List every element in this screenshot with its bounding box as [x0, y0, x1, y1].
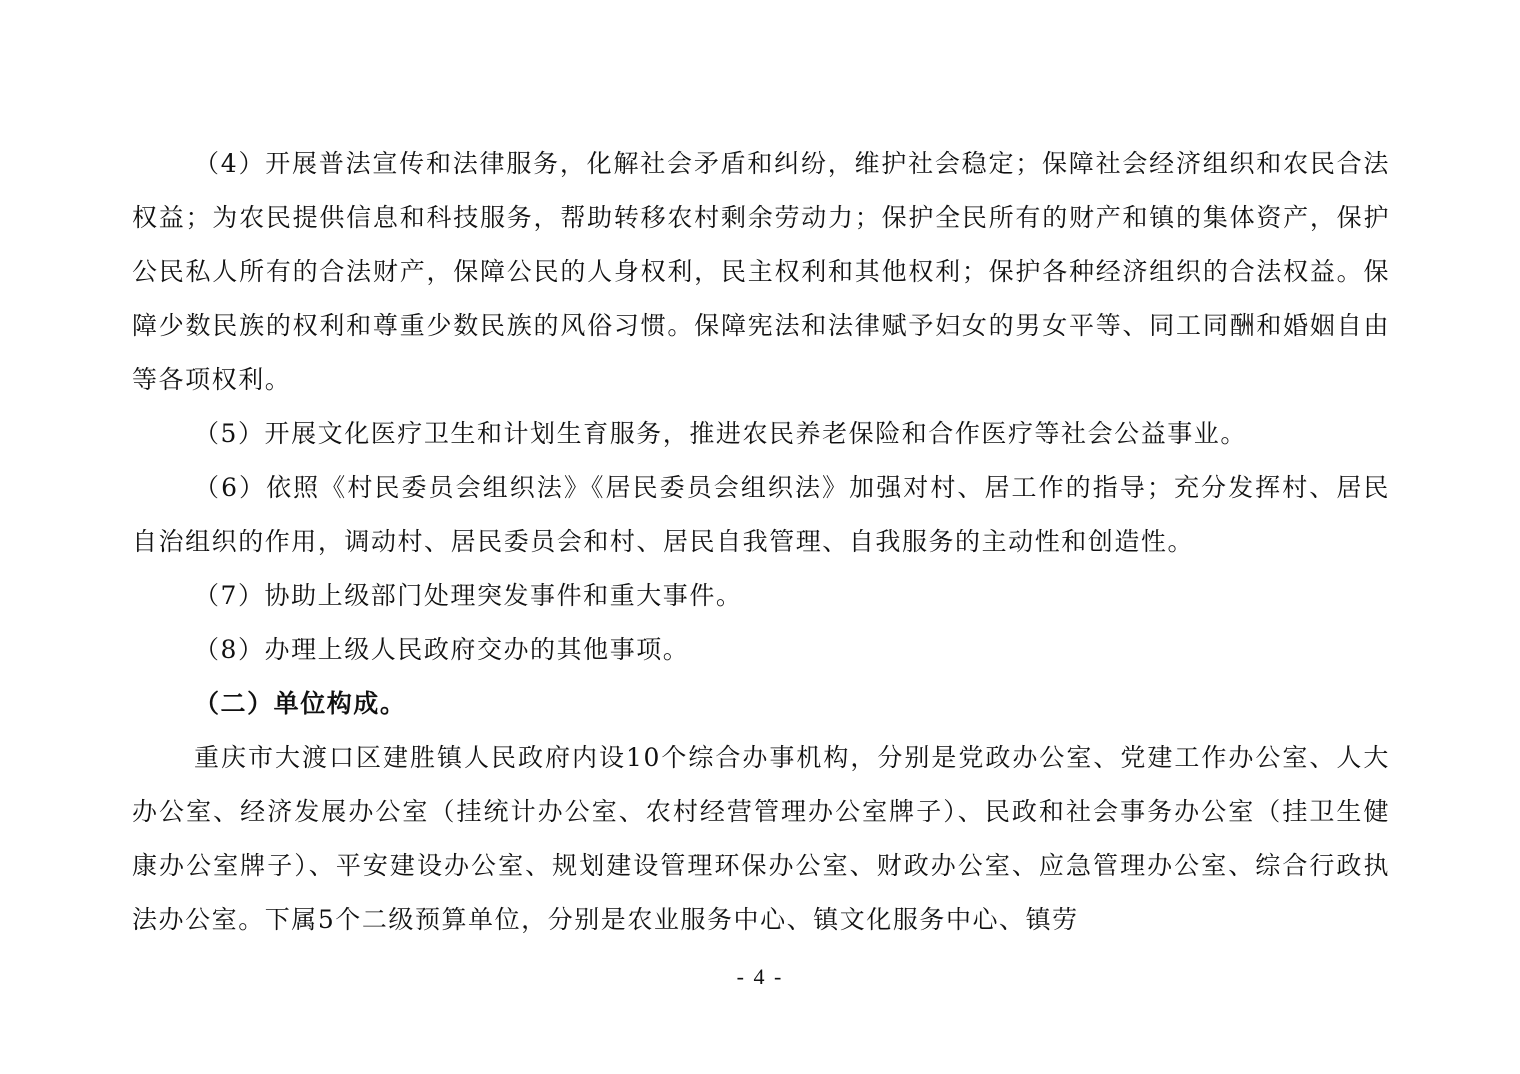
paragraph-item-7: （7）协助上级部门处理突发事件和重大事件。	[194, 581, 743, 610]
paragraph-item-4: （4）开展普法宣传和法律服务，化解社会矛盾和纠纷，维护社会稳定；保障社会经济组织和农民合法权益；为农民提供信息和科技服务，帮助转移农村剩余劳动力；保护全民所有的财产和镇的集体资产，保护公民私人所有的合法财产，保障公民的人身权利，民主权利和其他权利；保护各种经济组织的合法权益。保障少数民族的权利和尊重少数民族的风俗习惯。保障宪法和法律赋予妇女的男女平等、同工同酬和婚姻自由等各项权利。	[132, 149, 1390, 394]
paragraph-unit-composition: 重庆市大渡口区建胜镇人民政府内设10个综合办事机构，分别是党政办公室、党建工作办公室、人大办公室、经济发展办公室（挂统计办公室、农村经营管理办公室牌子）、民政和社会事务办公室（挂卫生健康办公室牌子）、平安建设办公室、规划建设管理环保办公室、财政办公室、应急管理办公室、综合行政执法办公室。下属5个二级预算单位，分别是农业服务中心、镇文化服务中心、镇劳	[132, 743, 1390, 934]
paragraph-item-6: （6）依照《村民委员会组织法》《居民委员会组织法》加强对村、居工作的指导；充分发挥村、居民自治组织的作用，调动村、居民委员会和村、居民自我管理、自我服务的主动性和创造性。	[132, 473, 1390, 556]
paragraph-item-8: （8）办理上级人民政府交办的其他事项。	[194, 635, 690, 664]
page-number: - 4 -	[736, 964, 784, 989]
document-body	[132, 137, 1390, 947]
section-heading-unit-composition: （二）单位构成。	[194, 689, 407, 718]
paragraph-item-5: （5）开展文化医疗卫生和计划生育服务，推进农民养老保险和合作医疗等社会公益事业。	[194, 419, 1247, 448]
